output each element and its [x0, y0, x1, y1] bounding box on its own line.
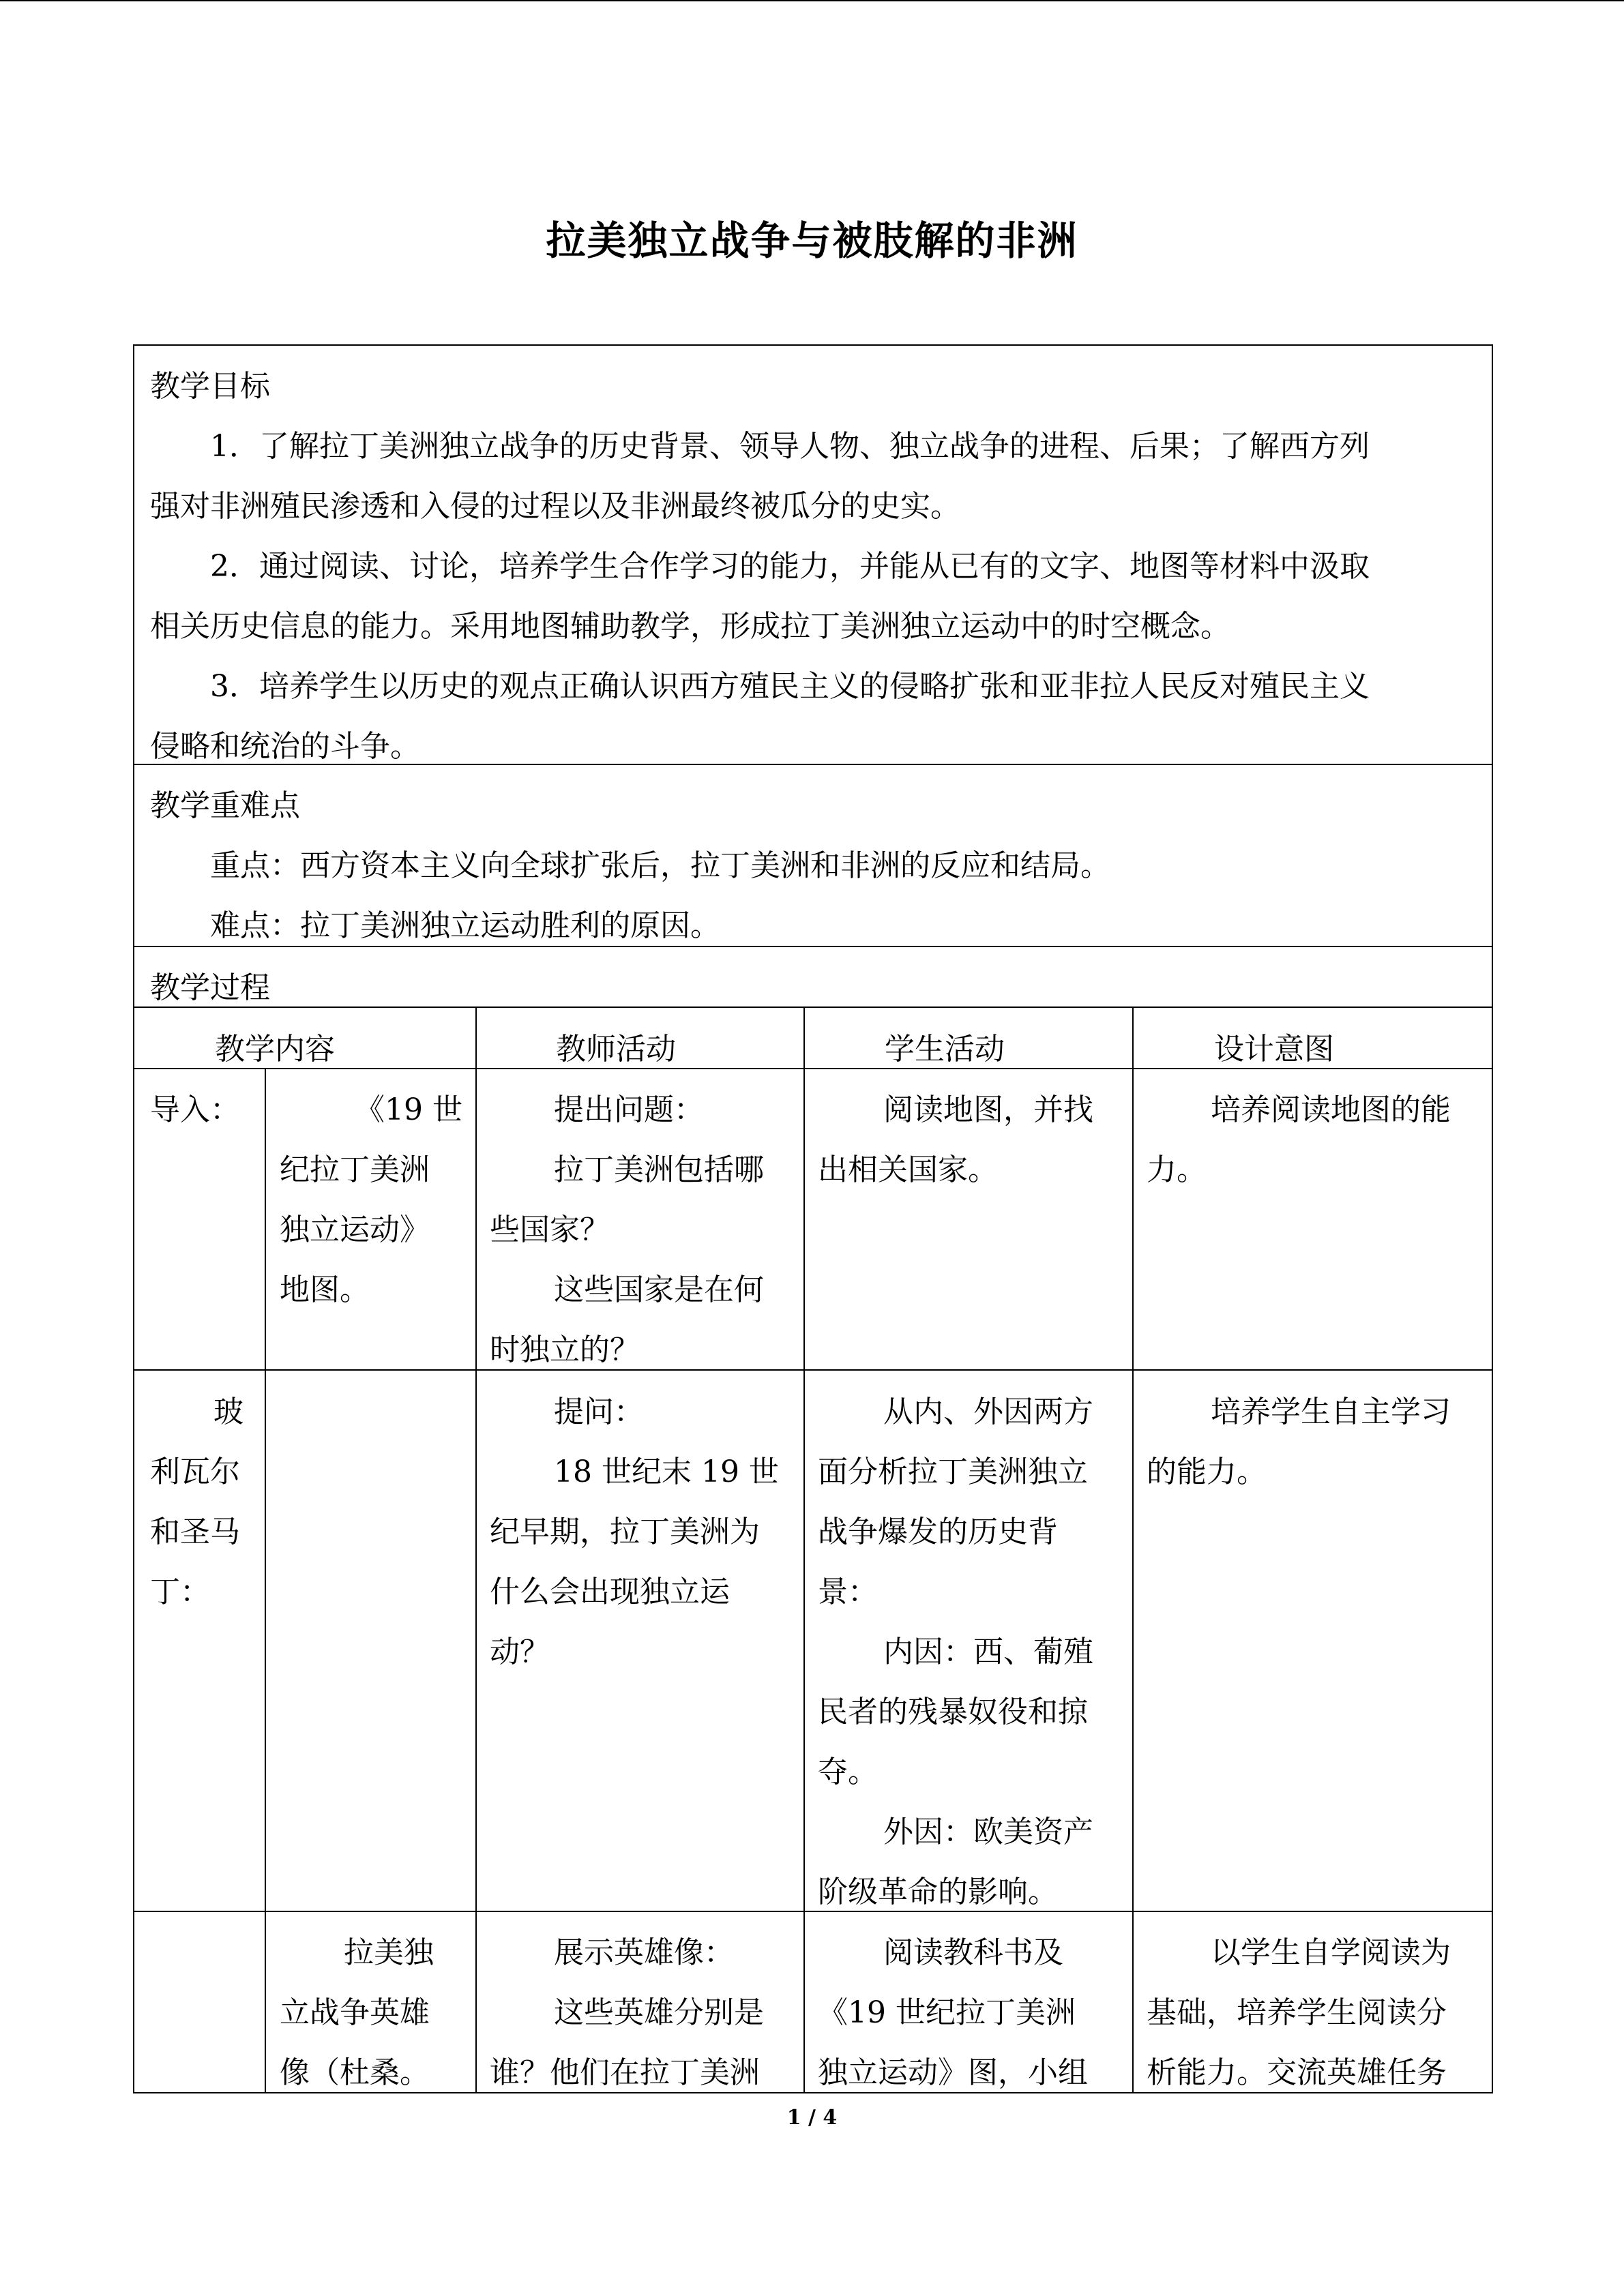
- student-line: 独立运动》图，小组: [818, 2055, 1088, 2090]
- teacher-line: 18 世纪末 19 世: [554, 1455, 779, 1489]
- page-title: 拉美独立战争与被肢解的非洲: [546, 218, 1078, 264]
- content-line: 《19 世: [355, 1092, 462, 1127]
- objective-line: 3．培养学生以历史的观点正确认识西方殖民主义的侵略扩张和亚非拉人民反对殖民主义: [210, 669, 1370, 704]
- content-line: 独立运动》: [280, 1212, 430, 1247]
- row-divider: [133, 1007, 1493, 1008]
- objective-item-3: [150, 657, 1473, 717]
- section-label: 导入：: [150, 1092, 240, 1127]
- difficult-point: 难点：拉丁美洲独立运动胜利的原因。: [210, 908, 720, 943]
- row-divider: [133, 1369, 1493, 1371]
- teacher-line: 这些国家是在何: [554, 1272, 764, 1307]
- objective-line: 强对非洲殖民渗透和入侵的过程以及非洲最终被瓜分的史实。: [150, 489, 960, 524]
- column-header-content: 教学内容: [215, 1032, 335, 1067]
- objectives-heading: 教学目标: [150, 369, 270, 404]
- student-line: 阶级革命的影响。: [818, 1875, 1058, 1909]
- intent-line: 的能力。: [1147, 1455, 1267, 1489]
- content-line: 立战争英雄: [280, 1995, 430, 2030]
- student-line: 景：: [818, 1575, 878, 1609]
- teacher-line: 些国家？: [490, 1212, 610, 1247]
- objective-item-2: [150, 537, 1473, 597]
- intent-line: 以学生自学阅读为: [1211, 1935, 1451, 1970]
- table-border-left: [133, 344, 134, 2093]
- page-number: 1 / 4: [786, 2106, 838, 2130]
- objective-item-1-cont: [150, 477, 1473, 537]
- teacher-line: 提出问题：: [554, 1092, 704, 1127]
- intent-line: 基础，培养学生阅读分: [1147, 1995, 1447, 2030]
- table-border-right: [1492, 344, 1493, 2093]
- key-points-body: [150, 836, 1473, 956]
- teacher-line: 拉丁美洲包括哪: [554, 1152, 764, 1187]
- student-line: 面分析拉丁美洲独立: [818, 1455, 1088, 1489]
- content-line: 拉美独: [344, 1935, 434, 1970]
- intent-line: 析能力。交流英雄任务: [1147, 2055, 1447, 2090]
- objective-line: 相关历史信息的能力。采用地图辅助教学，形成拉丁美洲独立运动中的时空概念。: [150, 609, 1230, 644]
- teacher-line: 动？: [490, 1635, 550, 1669]
- column-header-teacher: 教师活动: [556, 1032, 676, 1067]
- student-line: 民者的残暴奴役和掠: [818, 1695, 1088, 1729]
- lesson-plan-table: [133, 344, 1493, 2093]
- process-heading: 教学过程: [150, 970, 270, 1005]
- column-divider: [803, 1007, 805, 2093]
- teacher-line: 这些英雄分别是: [554, 1995, 764, 2030]
- student-line: 阅读教科书及: [883, 1935, 1063, 1970]
- section-label: 丁：: [150, 1575, 210, 1609]
- teacher-line: 提问：: [554, 1395, 644, 1429]
- student-line: 出相关国家。: [818, 1152, 998, 1187]
- column-divider: [475, 1007, 477, 2093]
- student-line: 《19 世纪拉丁美洲: [818, 1995, 1076, 2030]
- student-line: 战争爆发的历史背: [818, 1515, 1058, 1549]
- column-header-student: 学生活动: [885, 1032, 1005, 1067]
- student-line: 从内、外因两方: [883, 1395, 1093, 1429]
- column-header-intent: 设计意图: [1214, 1032, 1334, 1067]
- key-point: 重点：西方资本主义向全球扩张后，拉丁美洲和非洲的反应和结局。: [210, 848, 1110, 883]
- objective-line: 1．了解拉丁美洲独立战争的历史背景、领导人物、独立战争的进程、后果；了解西方列: [210, 429, 1370, 464]
- intent-line: 力。: [1147, 1152, 1207, 1187]
- section-label: 利瓦尔: [150, 1455, 240, 1489]
- student-line: 阅读地图，并找: [883, 1092, 1093, 1127]
- objective-item-1: [150, 417, 1473, 477]
- intent-line: 培养阅读地图的能: [1211, 1092, 1451, 1127]
- objective-item-2-cont: [150, 597, 1473, 657]
- page-top-border: [0, 0, 1624, 1]
- section-label: 和圣马: [150, 1515, 240, 1549]
- student-line: 外因：欧美资产: [883, 1815, 1093, 1849]
- teacher-line: 什么会出现独立运: [490, 1575, 730, 1609]
- teacher-line: 展示英雄像：: [554, 1935, 734, 1970]
- student-line: 内因：西、葡殖: [883, 1635, 1093, 1669]
- student-line: 夺。: [818, 1755, 878, 1789]
- intent-line: 培养学生自主学习: [1211, 1395, 1451, 1429]
- row-divider: [133, 1911, 1493, 1912]
- teacher-line: 谁？他们在拉丁美洲: [490, 2055, 760, 2090]
- teacher-line: 纪早期，拉丁美洲为: [490, 1515, 760, 1549]
- objectives-body: [150, 417, 1473, 777]
- teacher-line: 时独立的？: [490, 1332, 640, 1367]
- objective-item-3-cont: [150, 717, 1473, 777]
- objective-line: 2．通过阅读、讨论，培养学生合作学习的能力，并能从已有的文字、地图等材料中汲取: [210, 549, 1370, 584]
- objective-line: 侵略和统治的斗争。: [150, 729, 420, 764]
- section-label: 玻: [213, 1395, 243, 1429]
- content-line: 像（杜桑。: [280, 2055, 430, 2090]
- content-line: 纪拉丁美洲: [280, 1152, 430, 1187]
- table-border-top: [133, 344, 1493, 346]
- column-divider: [1132, 1007, 1134, 2093]
- content-line: 地图。: [280, 1272, 370, 1307]
- key-points-heading: 教学重难点: [150, 788, 300, 823]
- column-divider: [265, 1068, 266, 2093]
